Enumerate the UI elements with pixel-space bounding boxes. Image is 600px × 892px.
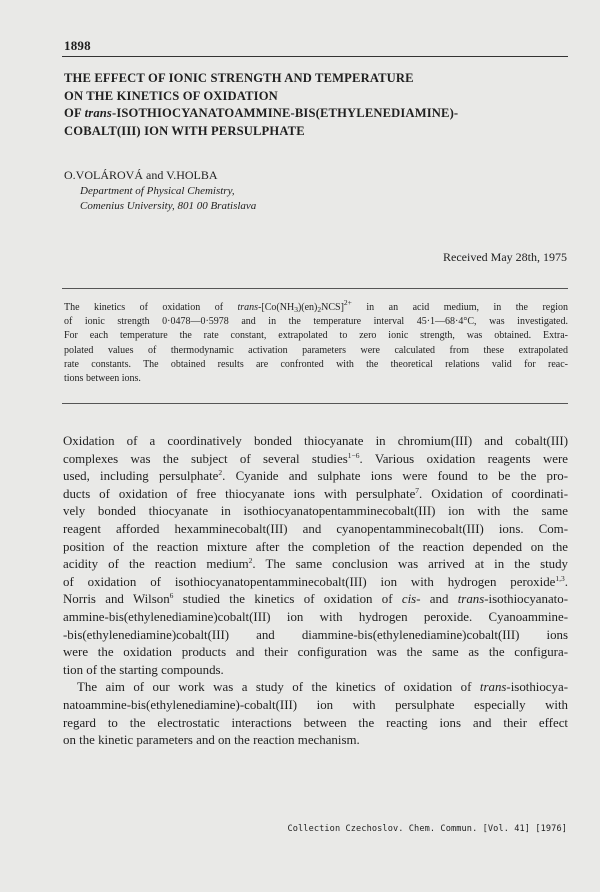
title-trans-italic: trans: [84, 106, 112, 120]
body-p1-line-3: used, including persulphate$^2$. Cyanide and sulphate ions were found to be the pro-: [63, 468, 568, 484]
affiliation-line-1: Department of Physical Chemistry,: [80, 185, 235, 197]
body-p1-line-10: Norris and Wilson$^6$ studied the kinetics of oxidation of cis- and trans-isothiocyanato-: [63, 591, 568, 607]
title-line-1: THE EFFECT OF IONIC STRENGTH AND TEMPERATURE: [64, 71, 414, 85]
abstract-line-3: For each temperature the rate constant, extrapolated to zero ionic strength, was obtained. Extra-: [64, 330, 568, 342]
body-p1-line-7: position of the reaction mixture after the completion of the reaction depended on the: [63, 539, 568, 554]
body-p1-line-2: complexes was the subject of several studies$^{1-6}$. Various oxidation reagents were: [63, 450, 568, 466]
body-p1-line-4: ducts of oxidation of free thiocyanate ions with persulphate$^7$. Oxidation of coordinati-: [63, 485, 568, 501]
journal-footer: Collection Czechoslov. Chem. Commun. [Vol. 41] [1976]: [287, 824, 567, 834]
citation: 6: [169, 591, 174, 601]
abstract-bottom-rule: [62, 403, 568, 404]
received-date: Received May 28th, 1975: [443, 250, 567, 264]
citation: 2: [248, 556, 253, 566]
affiliation: [80, 184, 256, 214]
citation: 2: [218, 468, 223, 478]
page-number: 1898: [64, 38, 91, 53]
body-p2-line-4: on the kinetic parameters and on the reaction mechanism.: [63, 733, 360, 748]
citation: 7: [415, 485, 420, 495]
body-p1-line-13: were the oxidation products and their configuration was the same as the configura-: [63, 645, 568, 660]
body-p1-line-8: acidity of the reaction medium$^2$. The same conclusion was arrived at in the study: [63, 556, 568, 572]
citation: 1−6: [347, 450, 360, 460]
title-line-3: OF trans-ISOTHIOCYANATOAMMINE-BIS(ETHYLENEDIAMINE)-: [64, 106, 459, 120]
body-p1-line-14: tion of the starting compounds.: [63, 662, 224, 677]
authors: O.VOLÁROVÁ and V.HOLBA: [64, 168, 218, 182]
body-p1-line-1: Oxidation of a coordinatively bonded thiocyanate in chromium(III) and cobalt(III): [63, 434, 568, 448]
body-p1-line-5: vely bonded thiocyanate in isothiocyanatopentamminecobalt(III) ion with the same: [63, 504, 568, 519]
body-p2-line-3: regard to the electrostatic interactions between the reacting ions and their effect: [63, 715, 568, 730]
body-text: [63, 433, 568, 750]
body-p1-line-9: of oxidation of isothiocyanatopentamminecobalt(III) ion with hydrogen peroxide$^{1,3}$.: [63, 573, 568, 589]
abstract-top-rule: [62, 288, 568, 289]
body-p1-line-6: reagent afforded hexamminecobalt(III) and cyanopentamminecobalt(III) ions. Com-: [63, 521, 568, 536]
abstract-line-6: tions between ions.: [64, 373, 141, 385]
abstract-line-5: rate constants. The obtained results are confronted with the theoretical relations valid for reac-: [64, 358, 568, 370]
abstract-line-2: of ionic strength 0·0478—0·5978 and in the temperature interval 45·1—68·4°C, was investigated.: [64, 316, 568, 328]
title-line-4: COBALT(III) ION WITH PERSULPHATE: [64, 123, 305, 138]
body-p2-line-2: natoammine-bis(ethylenediamine)-cobalt(III) ion with persulphate especially with: [63, 697, 568, 712]
citation: 1,3: [555, 573, 565, 583]
title-line-2: ON THE KINETICS OF OXIDATION: [64, 88, 278, 103]
affiliation-line-2: Comenius University, 801 00 Bratislava: [80, 200, 257, 212]
body-p1-line-11: ammine-bis(ethylenediamine)cobalt(III) ion with hydrogen peroxide. Cyanoammine-: [63, 609, 568, 624]
abstract-line-4: polated values of thermodynamic activation parameters were calculated from these extrapolated: [64, 344, 568, 356]
body-p1-line-12: -bis(ethylenediamine)cobalt(III) and diammine-bis(ethylenediamine)cobalt(III) ions: [63, 627, 568, 642]
abstract: [64, 298, 568, 386]
body-p2-line-1: The aim of our work was a study of the kinetics of oxidation of trans-isothiocya-: [77, 680, 568, 695]
abstract-line-1: The kinetics of oxidation of trans-$[Co(NH_3)(en)_2NCS]^{2+}$ in an acid medium, in the region: [64, 298, 568, 314]
header-rule: [62, 56, 568, 57]
article-title: [64, 70, 564, 140]
